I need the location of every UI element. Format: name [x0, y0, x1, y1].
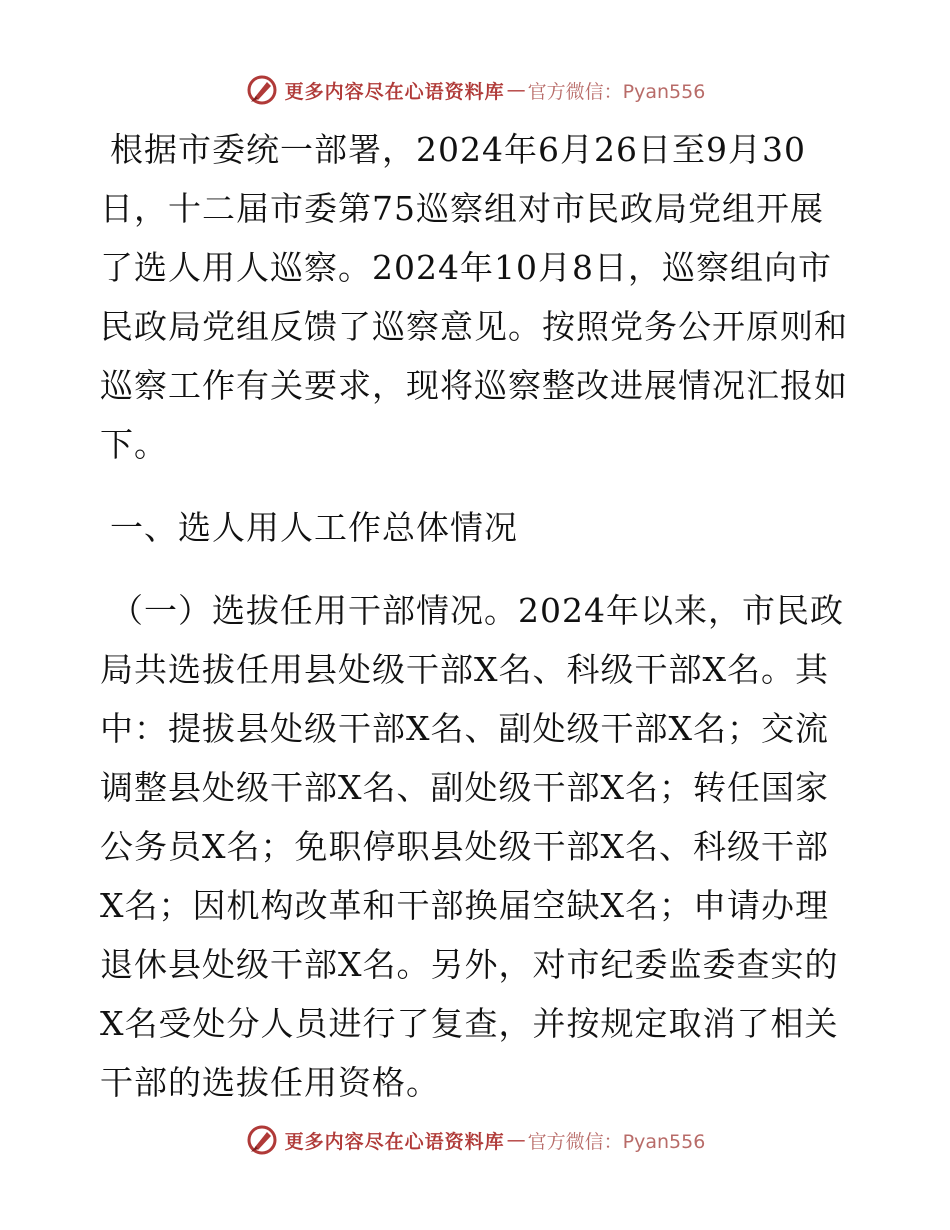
- watermark-primary-text: 更多内容尽在心语资料库: [284, 1130, 505, 1153]
- paragraph-intro: 根据市委统一部署，2024年6月26日至9月30日，十二届市委第75巡察组对市民政局党组开展了选人用人巡察。2024年10月8日，巡察组向市民政局党组反馈了巡察意见。按照党务公开原则和巡察工作有关要求，现将巡察整改进展情况汇报如下。: [100, 130, 848, 464]
- pen-nib-logo-icon: [245, 1123, 279, 1157]
- watermark-secondary-text: 官方微信：Pyan556: [527, 80, 706, 103]
- paragraph-cadre-selection: （一）选拔任用干部情况。2024年以来，市民政局共选拔任用县处级干部X名、科级干部X名。其中：提拔县处级干部X名、副处级干部X名；交流调整县处级干部X名、副处级干部X名；转任国家公务员X名；免职停职县处级干部X名、科级干部X名；因机构改革和干部换届空缺X名；申请办理退休县处级干部X名。另外，对市纪委监委查实的X名受处分人员进行了复查，并按规定取消了相关干部的选拔任用资格。: [100, 591, 844, 1102]
- watermark-dash: —: [506, 79, 526, 101]
- footer-watermark: [0, 1120, 950, 1160]
- header-watermark: [0, 70, 950, 110]
- section-heading: 一、选人用人工作总体情况: [110, 508, 518, 547]
- watermark-dash: —: [506, 1129, 526, 1151]
- watermark-secondary-text: 官方微信：Pyan556: [527, 1130, 706, 1153]
- pen-nib-logo-icon: [245, 73, 279, 107]
- watermark-primary-text: 更多内容尽在心语资料库: [284, 80, 505, 103]
- document-body: [100, 120, 850, 1112]
